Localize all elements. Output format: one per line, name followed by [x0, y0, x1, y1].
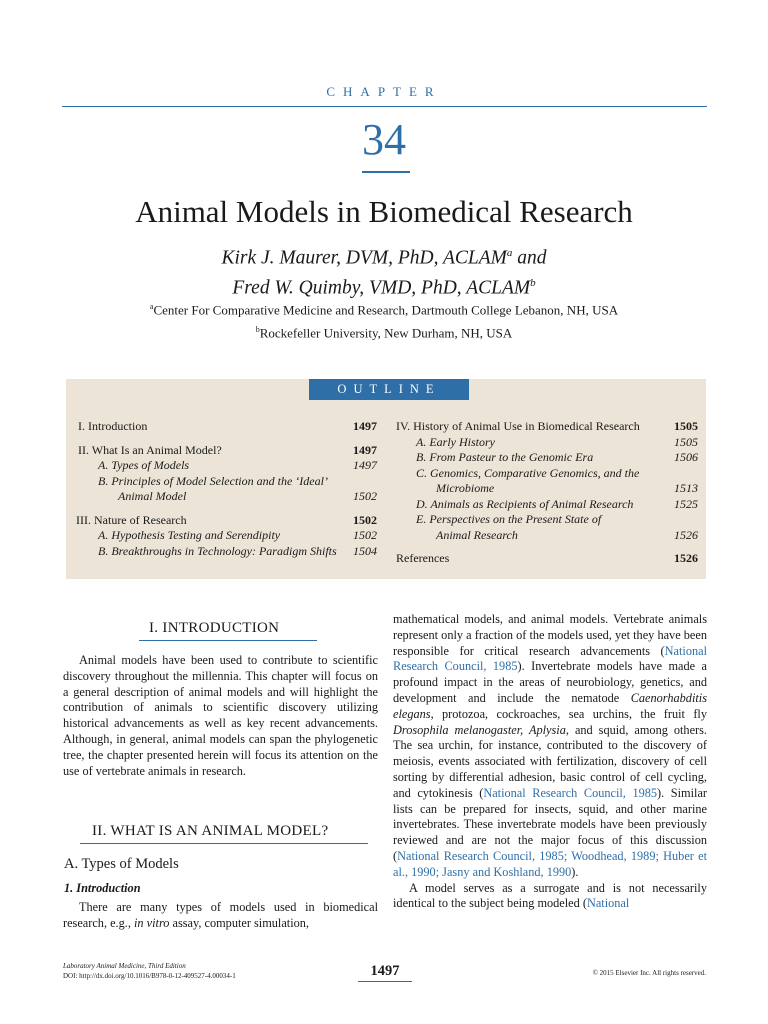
outline-entry-label: A. Early History	[416, 434, 495, 449]
page-number: 1497	[370, 963, 400, 979]
outline-entry-label: I. Introduction	[78, 419, 148, 433]
outline-entry-page: 1502	[353, 489, 377, 503]
author-conjunction: and	[512, 247, 547, 269]
author-line-2	[0, 271, 768, 301]
outline-entry[interactable]	[396, 419, 698, 435]
author-1-affil-mark: a	[506, 247, 513, 259]
italic-term: in vitro	[134, 915, 170, 930]
text-run: A model serves as a surrogate and is not necessarily identical to the subject being modeled (	[393, 880, 707, 911]
section-2-paragraph	[63, 900, 378, 932]
species-name: Drosophila melanogaster, Aplysia	[393, 722, 566, 737]
affiliation-a-text: Center For Comparative Medicine and Research, Dartmouth College Lebanon, NH, USA	[153, 302, 619, 318]
outline-entry[interactable]	[78, 489, 377, 505]
citation-link[interactable]: National Research Council, 1985	[393, 643, 707, 674]
subsubsection-heading: 1. Introduction	[64, 881, 141, 895]
outline-right-column	[396, 419, 698, 567]
outline-entry[interactable]	[78, 544, 377, 560]
affiliation-b	[0, 320, 768, 343]
section-1-heading: I. INTRODUCTION	[149, 620, 280, 636]
affiliation-a-mark: a	[149, 302, 154, 311]
footer-doi[interactable]: DOI: http://dx.doi.org/10.1016/B978-0-12-409527-4.00034-1	[63, 972, 236, 980]
author-line-1	[0, 241, 768, 271]
author-2-name: Fred W. Quimby, VMD, PhD, ACLAM	[232, 277, 531, 298]
outline-entry[interactable]	[78, 513, 377, 529]
outline-left-column	[78, 419, 377, 559]
text-run: , and squid, among others. The sea urchin, for instance, contributed to the discovery of meiosis, events associated with fertilization, discovery of cell sorting by differential adhesion, basic control of cell cycling, and cytokinesis (	[393, 722, 707, 800]
chapter-number-rule	[362, 171, 410, 173]
outline-entry-page: 1505	[674, 434, 698, 449]
chapter-rule	[62, 106, 707, 107]
right-column-body	[393, 612, 707, 912]
outline-entry-label: Animal Research	[436, 527, 518, 542]
outline-entry-label: III. Nature of Research	[76, 512, 187, 527]
outline-gap	[78, 505, 377, 513]
outline-entry[interactable]	[396, 512, 698, 528]
outline-entry-label: A. Types of Models	[98, 458, 190, 472]
outline-gap	[396, 543, 698, 551]
authors	[0, 241, 768, 300]
outline-entry-label: C. Genomics, Comparative Genomics, and the	[416, 465, 640, 480]
author-1-name: Kirk J. Maurer, DVM, PhD, ACLAM	[221, 247, 507, 269]
outline-entry-label: References	[396, 551, 450, 565]
section-2-heading: II. WHAT IS AN ANIMAL MODEL?	[92, 823, 329, 839]
citation-link[interactable]: National Research Council, 1985	[483, 785, 658, 800]
text-run: mathematical models, and animal models. Vertebrate animals represent only a fraction of the models used, yet they have been responsible for critical research advancements (	[393, 612, 707, 658]
outline-entry[interactable]	[396, 481, 698, 497]
outline-entry[interactable]	[396, 551, 698, 567]
outline-entry-label: Microbiome	[436, 481, 495, 495]
outline-entry-page: 1526	[674, 527, 698, 542]
outline-entry-label: B. Breakthroughs in Technology: Paradigm Shifts	[98, 543, 337, 558]
text-run: ).	[571, 864, 579, 879]
outline-entry-page: 1502	[353, 528, 377, 542]
outline-entry[interactable]	[78, 443, 377, 459]
page-number-rule	[358, 981, 412, 982]
outline-entry-page: 1525	[674, 496, 698, 511]
outline-label: OUTLINE	[309, 379, 469, 400]
affiliation-b-text: Rockefeller University, New Durham, NH, USA	[259, 325, 513, 341]
right-paragraph-1	[393, 612, 707, 881]
author-2-affil-mark: b	[530, 276, 536, 289]
citation-link[interactable]: National	[586, 896, 630, 911]
outline-entry-label: Animal Model	[118, 489, 187, 503]
chapter-number: 34	[362, 115, 406, 164]
section-2-body	[63, 900, 378, 932]
outline-entry-page: 1506	[674, 450, 698, 464]
footer-left	[63, 961, 236, 981]
text-run: ). Similar lists can be prepared for insects, squid, and other marine invertebrates. These invertebrate models have been previously reviewed and are not the major focus of this discussion (	[393, 785, 707, 863]
outline-entry-page: 1505	[674, 419, 698, 433]
outline-entry-page: 1502	[353, 512, 377, 527]
outline-entry[interactable]	[396, 497, 698, 513]
section-1-heading-rule	[139, 640, 317, 641]
subsection-heading: A. Types of Models	[64, 856, 179, 872]
outline-entry-label: B. From Pasteur to the Genomic Era	[416, 450, 594, 464]
outline-gap	[78, 435, 377, 443]
outline-entry[interactable]	[396, 466, 698, 482]
text-run: , protozoa, cockroaches, sea urchins, the fruit fly	[430, 706, 707, 721]
outline-entry[interactable]	[396, 435, 698, 451]
outline-entry-page: 1513	[674, 481, 698, 495]
outline-entry[interactable]	[78, 528, 377, 544]
citation-link[interactable]: National Research Council, 1985; Woodhead, 1989; Huber et al., 1990; Jasny and Koshland, 1990	[393, 848, 707, 879]
text-run: There are many types of models used in biomedical research, e.g.,	[63, 900, 378, 930]
species-name: Caenorhabditis elegans	[393, 690, 707, 721]
outline-entry-page: 1526	[674, 551, 698, 565]
outline-entry-label: D. Animals as Recipients of Animal Research	[416, 496, 634, 511]
outline-entry[interactable]	[78, 474, 377, 490]
outline-entry-label: E. Perspectives on the Present State of	[416, 512, 602, 526]
affiliation-b-mark: b	[255, 325, 260, 335]
outline-entry-label: IV. History of Animal Use in Biomedical Research	[396, 419, 640, 433]
outline-entry-page: 1497	[353, 419, 377, 433]
outline-entry-label: A. Hypothesis Testing and Serendipity	[98, 528, 281, 542]
outline-entry[interactable]	[78, 458, 377, 474]
footer-copyright: © 2015 Elsevier Inc. All rights reserved.	[592, 969, 706, 977]
section-1-paragraph: Animal models have been used to contribute to scientific discovery throughout the millennia. This chapter will focus on a general description of animal models and will highlight the contribution of animals to scientific discovery utilizing historical advancements as well as key recent advancements. Although, in general, animal models can span the phylogenetic tree, the chapter presented herein will focus its attention on the use of vertebrate animals in research.	[63, 653, 378, 778]
section-2-heading-rule	[80, 843, 368, 844]
text-run: ). Invertebrate models have made a profound impact in the areas of neurobiology, genetics, and development and include the nematode	[393, 659, 707, 705]
outline-entry-page: 1497	[353, 458, 377, 472]
footer-book-title: Laboratory Animal Medicine, Third Edition	[63, 962, 186, 970]
section-1-body	[63, 653, 378, 779]
outline-entry[interactable]	[396, 450, 698, 466]
chapter-title: Animal Models in Biomedical Research	[135, 194, 633, 229]
affiliation-a	[0, 297, 768, 320]
outline-entry[interactable]	[396, 528, 698, 544]
right-paragraph-2	[393, 881, 707, 913]
outline-entry[interactable]	[78, 419, 377, 435]
text-run: assay, computer simulation,	[169, 915, 310, 930]
outline-entry-label: II. What Is an Animal Model?	[78, 442, 222, 457]
chapter-label: CHAPTER	[326, 84, 442, 99]
outline-entry-label: B. Principles of Model Selection and the ‘Ideal’	[98, 473, 328, 488]
outline-entry-page: 1504	[353, 543, 377, 558]
outline-entry-page: 1497	[353, 442, 377, 457]
affiliations	[0, 297, 768, 344]
